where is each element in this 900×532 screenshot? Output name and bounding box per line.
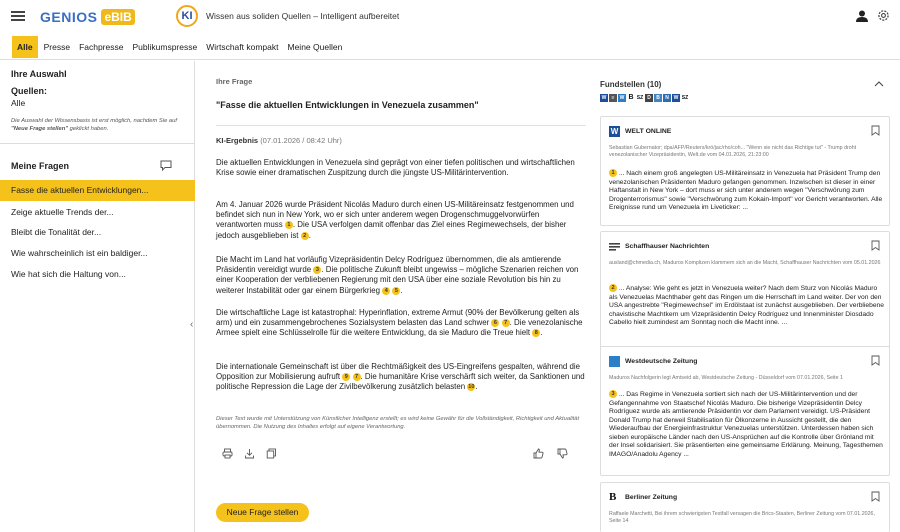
print-icon[interactable] — [222, 448, 233, 459]
ai-disclaimer: Dieser Text wurde mit Unterstützung von Künstlicher Intelligenz erstellt; es wird keine Gewähr für die Vollständigkeit, Richtigkeit und Aktualität übernommen. Die Nutzung des Inhaltes erfolgt auf eigene Verantwortung. — [216, 416, 580, 430]
citation-ref[interactable]: 1 — [285, 221, 293, 229]
sidebar — [0, 61, 195, 532]
quellen-value: Alle — [11, 98, 26, 108]
source-logo: W — [619, 95, 625, 101]
tab-presse[interactable]: Presse — [43, 42, 71, 52]
source-card[interactable] — [600, 482, 890, 532]
source-logo: W — [673, 95, 679, 101]
source-meta: ausland@chmedia.ch, Maduros Komplizen klammern sich an die Macht, Schaffhauser Nachrichten vom 05.01.2026 — [609, 260, 881, 266]
source-excerpt: 2 ... Analyse: Wie geht es jetzt in Venezuela weiter? Nach dem Sturz von Nicolás Maduro als Venezuelas Machthaber geht das Ringen um die Herrschaft im Land weiter. Der von den USA angestrebte "Regimewechsel" im Erdölstaat ist zunächst ausgeblieben. Der verbliebene chavistische Machtkern um Vizepräsidentin Delcy Rodríguez und Innenminister Diosdado Cabello hielt zumindest am Sonntag noch die Macht inne. ... — [609, 285, 884, 326]
source-logo: W — [601, 95, 607, 101]
result-header: KI-Ergebnis (07.01.2026 / 08:42 Uhr) — [216, 136, 342, 145]
citation-ref[interactable]: 9 — [342, 373, 350, 381]
sources-panel — [600, 61, 900, 532]
source-excerpt: 1 ... Nach einem groß angelegten US-Militäreinsatz in Venezuela hat Präsident Trump den venezolanischen Präsidenten Maduro gefangen genommen. Inzwischen ist dieser in einer Haftanstalt in New York – dort muss er sich unter anderem wegen "Verschwörung zum Drogenterrorismus" sowie "Verschwörung zum Kokain-Import" vor Gericht verantworten. Alle Ereignisse rund um Venezuela im Liveticker: ... — [609, 170, 883, 211]
source-title: Schaffhauser Nachrichten — [625, 243, 710, 250]
source-logo: SZ — [636, 95, 644, 101]
source-title: Westdeutsche Zeitung — [625, 358, 698, 365]
menu-icon[interactable] — [11, 11, 25, 21]
tab-meine-quellen[interactable]: Meine Quellen — [287, 42, 343, 52]
wz-logo-icon — [609, 356, 620, 367]
source-logo: B — [628, 94, 634, 101]
chevron-up-icon[interactable] — [874, 80, 884, 87]
chat-icon[interactable] — [160, 160, 172, 171]
schaffhauser-logo-icon — [609, 241, 620, 252]
bookmark-icon[interactable] — [871, 491, 880, 502]
source-meta: Sebastian Gubernator; dpa/AFP/Reuters/krö/jac/rho/coh... "Wenn sie nicht das Richtige tut" - Trump droht venezolanischer Vizepräsidentin, Welt.de vom 04.01.2026, 21:23:00 — [609, 145, 857, 158]
result-paragraph: Die internationale Gemeinschaft ist über die Rechtmäßigkeit des US-Eingreifens gespalten, während die Opposition zur Mobilisierung aufruft 9 7 . Die humanitäre Krise verschärft sich weiter, da Sanktionen und politische Repression die Lage der Zivilbevölkerung zusätzlich belasten 10. — [216, 362, 585, 392]
citation-ref[interactable]: 8 — [532, 329, 540, 337]
question-text: "Fasse die aktuellen Entwicklungen in Venezuela zusammen" — [216, 100, 479, 110]
gear-icon[interactable] — [877, 9, 890, 22]
question-item[interactable]: Fasse die aktuellen Entwicklungen... — [0, 180, 195, 201]
question-item[interactable]: Wie hat sich die Haltung von... — [11, 269, 126, 279]
citation-ref[interactable]: 3 — [313, 266, 321, 274]
source-title: Berliner Zeitung — [625, 494, 678, 501]
divider — [0, 143, 195, 144]
result-paragraph: Am 4. Januar 2026 wurde Präsident Nicolás Maduro durch einen US-Militäreinsatz festgenommen und befindet sich nun in New York, wo er sich unter anderem wegen Drogenschmuggelvorwürfen verantworten muss 1 . Die USA verfolgen damit offenbar das Ziel eines Regimewechsels, der bisher jedoch ausgeblieben ist 2 . — [216, 200, 574, 240]
welt-logo-icon: W — [610, 127, 619, 136]
source-logo-strip — [600, 94, 689, 102]
citation-ref[interactable]: 2 — [301, 232, 309, 240]
citation-ref[interactable]: 4 — [382, 287, 390, 295]
source-title: WELT ONLINE — [625, 128, 672, 135]
new-question-button[interactable]: Neue Frage stellen — [216, 503, 309, 522]
copy-icon[interactable] — [266, 448, 277, 459]
collapse-chevron-icon[interactable]: ‹ — [190, 319, 194, 330]
genios-logo[interactable] — [40, 9, 135, 25]
source-meta: Maduros Nachfolgerin legt Amtseid ab, Westdeutsche Zeitung - Düsseldorf vom 07.01.2026, Seite 1 — [609, 375, 843, 381]
source-logo: ≡ — [609, 94, 617, 102]
quellen-heading: Quellen: — [11, 86, 48, 96]
bookmark-icon[interactable] — [871, 240, 880, 251]
divider — [216, 125, 586, 126]
logo-text: GENIOS — [40, 9, 98, 25]
auswahl-heading: Ihre Auswahl — [11, 69, 67, 79]
logo-badge: eBIB — [101, 9, 134, 25]
question-item[interactable]: Wie wahrscheinlich ist ein baldiger... — [11, 248, 148, 258]
question-item[interactable]: Zeige aktuelle Trends der... — [11, 207, 114, 217]
citation-ref[interactable]: 6 — [491, 319, 499, 327]
tab-publikumspresse[interactable]: Publikumspresse — [132, 42, 198, 52]
tab-fachpresse[interactable]: Fachpresse — [79, 42, 124, 52]
result-paragraph: Die Macht im Land hat vorläufig Vizepräsidentin Delcy Rodríguez übernommen, die als amtierende Präsidentin vereidigt wurde 3 . Die politische Zukunft bleibt ungewiss – mögliche Szenarien reichen von einer Kooperation der verbliebenen Regierung mit den USA über eine soziale Revolution bis hin zu weiterer Instabilität oder gar einem Bürgerkrieg 4 5 . — [216, 255, 579, 295]
berliner-zeitung-logo-icon: B — [609, 491, 617, 503]
slogan: Wissen aus soliden Quellen – Intelligent aufbereitet — [206, 11, 400, 21]
auswahl-note: Die Auswahl der Wissensbasis ist erst möglich, nachdem Sie auf "Neue Frage stellen" geklickt haben. — [11, 118, 177, 132]
tab-wirtschaft-kompakt[interactable]: Wirtschaft kompakt — [206, 42, 279, 52]
source-logo: D — [645, 94, 653, 102]
question-label: Ihre Frage — [216, 77, 253, 86]
sources-heading: Fundstellen (10) — [600, 80, 662, 89]
source-logo: N — [663, 94, 671, 102]
source-tabs — [0, 35, 900, 60]
citation-ref[interactable]: 7 — [502, 319, 510, 327]
citation-ref[interactable]: 10 — [468, 384, 475, 391]
citation-ref[interactable]: 7 — [353, 373, 361, 381]
fragen-heading: Meine Fragen — [11, 161, 70, 171]
source-excerpt: 3 ... Das Regime in Venezuela sortiert sich nach der US-Militärintervention und der Gefangennahme von Staatschef Nicolás Maduro. Die bisherige Vizepräsidentin Delcy Rodríguez wurde als amtierende Präsidentin vor dem Parlament vereidigt. US-Präsident Donald Trump hat derweil Stabilisation für Ölkonzerne in Aussicht gestellt, die den Wiederaufbau der Energieinfrastruktur Venezuelas unterstützen. Unterdessen haben sich sieben europäische Länder nach den US-Ansprüchen auf die Kontrolle über Grönland mit der Insel solidarisiert. Sie präsentierten eine gemeinsame Erklärung. Meinung, Tagesthemen IMAGO/Anadolu Agency ... — [609, 391, 883, 458]
source-meta: Raffaele Marchetti, Bei ihrem schwierigsten Testfall versagen die Brics-Staaten, Berliner Zeitung vom 07.01.2026, Seite 14 — [609, 511, 875, 524]
source-logo: B — [654, 94, 662, 102]
download-icon[interactable] — [244, 448, 255, 459]
top-bar — [0, 0, 900, 34]
tab-alle[interactable]: Alle — [12, 36, 38, 58]
bookmark-icon[interactable] — [871, 355, 880, 366]
source-card[interactable] — [600, 116, 890, 226]
result-paragraph: Die wirtschaftliche Lage ist katastrophal: Hyperinflation, extreme Armut (90% der Bevölkerung gelten als arm) und ein zusammengebrochenes Sozialsystem belasten das Land schwer 6 7 . Die venezolanische Armee spielt eine Schlüsselrolle für die weitere Entwicklung, da sie Maduro die Treue hielt 8 . — [216, 308, 583, 338]
ki-badge: KI — [176, 5, 198, 27]
result-actions — [216, 448, 586, 462]
bookmark-icon[interactable] — [871, 125, 880, 136]
question-item[interactable]: Bleibt die Tonalität der... — [11, 227, 102, 237]
citation-ref[interactable]: 5 — [392, 287, 400, 295]
source-card[interactable] — [600, 346, 890, 476]
source-logo: SZ — [681, 95, 689, 101]
result-paragraph: Die aktuellen Entwicklungen in Venezuela sind geprägt von einer tiefen politischen und wirtschaftlichen Krise sowie einer dramatischen Zuspitzung durch die jüngste US-Militärintervention. — [216, 158, 575, 178]
thumbs-down-icon[interactable] — [557, 448, 568, 459]
user-icon[interactable] — [856, 10, 868, 22]
thumbs-up-icon[interactable] — [533, 448, 544, 459]
